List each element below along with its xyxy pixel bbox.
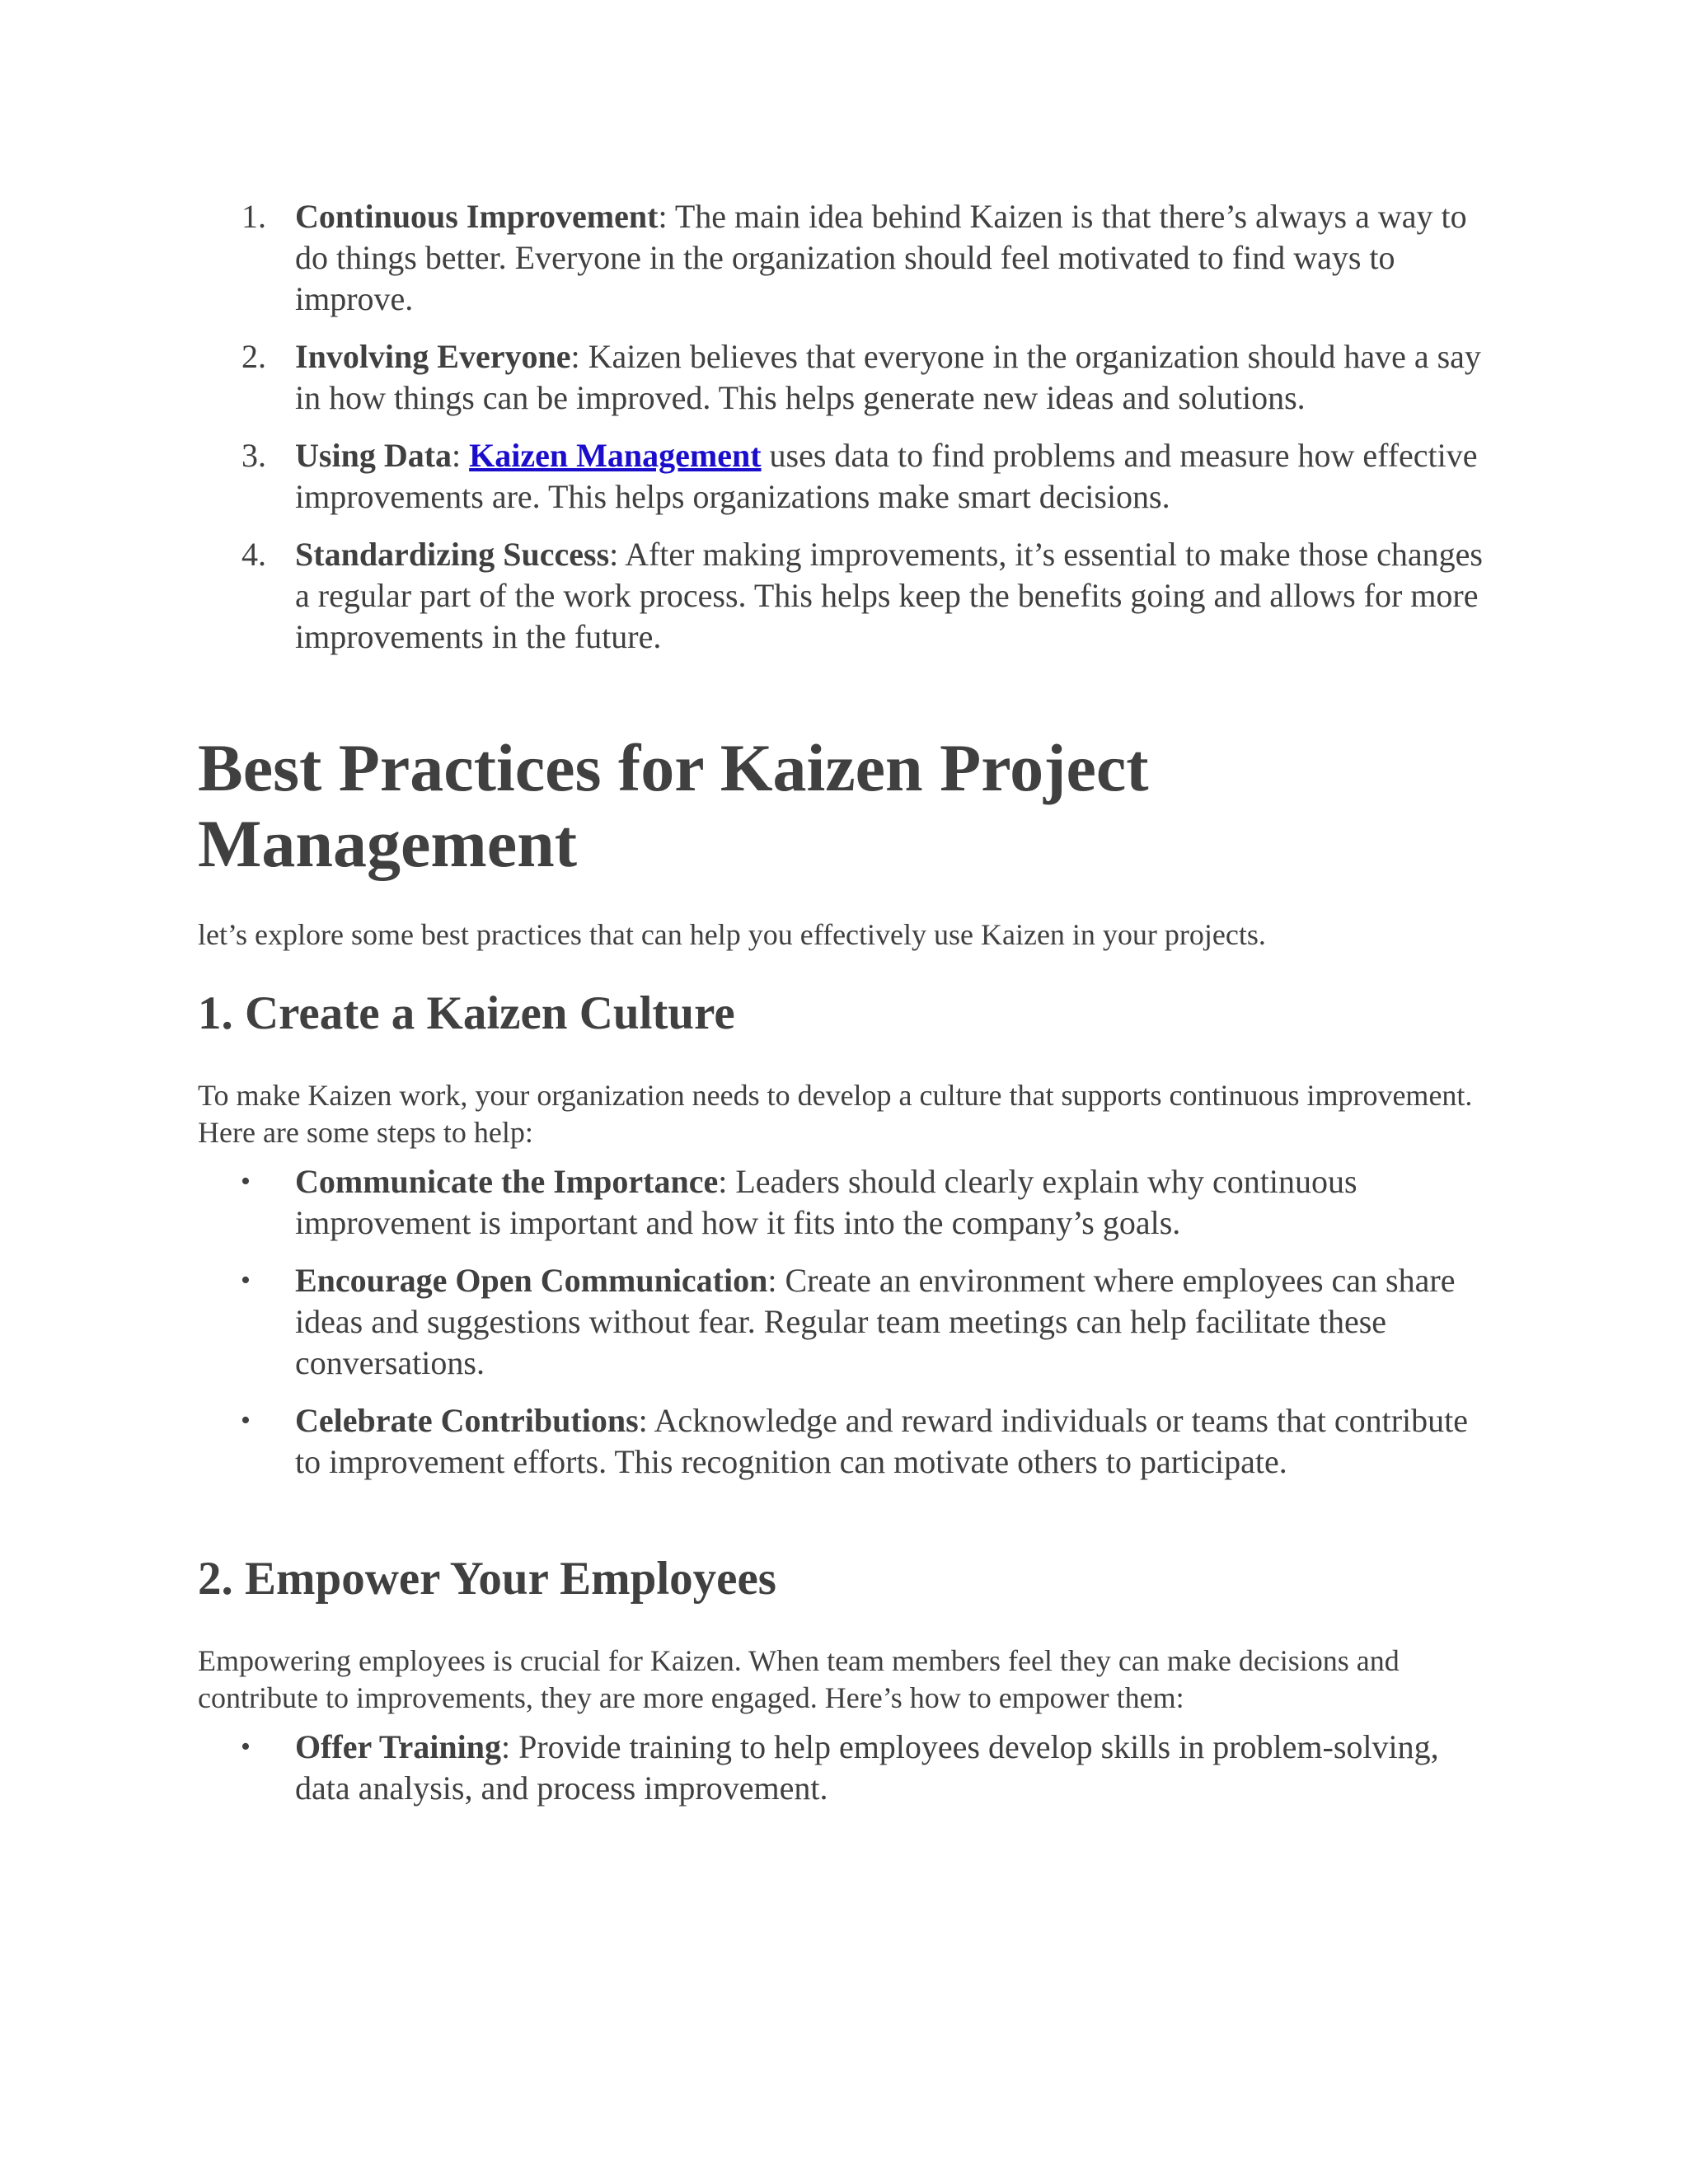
item-text: Kaizen believes that everyone in the organization should have a say in how things can be improved. This helps generate new ideas and solutions. bbox=[295, 338, 1481, 416]
item-term: Celebrate Contributions bbox=[295, 1402, 639, 1439]
item-text: After making improvements, it’s essential to make those changes a regular part of the work process. This helps keep the benefits going and allows for more improvements in the future. bbox=[295, 536, 1483, 655]
item-term: Communicate the Importance bbox=[295, 1163, 719, 1200]
list-item bbox=[198, 435, 1484, 518]
bullet-icon: • bbox=[241, 1265, 251, 1296]
bullet-icon: • bbox=[241, 1166, 251, 1197]
item-text: The main idea behind Kaizen is that there’s always a way to do things better. Everyone in the organization should feel motivated to find ways to improve. bbox=[295, 198, 1467, 317]
list-number: 3. bbox=[241, 437, 266, 474]
best-practices-intro: let’s explore some best practices that can help you effectively use Kaizen in your projects. bbox=[198, 918, 1266, 951]
item-text: : Acknowledge and reward individuals or teams that contribute to improvement efforts. This recognition can motivate others to participate. bbox=[295, 1402, 1469, 1480]
kaizen-principles-list bbox=[198, 196, 1484, 658]
list-number: 4. bbox=[241, 536, 266, 573]
item-term: Offer Training bbox=[295, 1728, 501, 1765]
list-item bbox=[198, 534, 1484, 658]
item-separator: : bbox=[570, 338, 580, 375]
item-term: Involving Everyone bbox=[295, 338, 571, 375]
item-term: Using Data bbox=[295, 437, 452, 474]
bullet-icon: • bbox=[241, 1405, 251, 1436]
list-item bbox=[198, 1260, 1484, 1384]
list-number: 2. bbox=[241, 338, 266, 375]
item-text: : Leaders should clearly explain why continuous improvement is important and how it fits into the company’s goals. bbox=[295, 1163, 1357, 1241]
kaizen-management-link[interactable]: Kaizen Management bbox=[469, 437, 762, 474]
section-1-intro: To make Kaizen work, your organization needs to develop a culture that supports continuous improvement. Here are some steps to help: bbox=[198, 1079, 1473, 1149]
culture-steps-list bbox=[198, 1161, 1484, 1483]
item-text: uses data to find problems and measure how effective improvements are. This helps organizations make smart decisions. bbox=[295, 437, 1478, 515]
list-number: 1. bbox=[241, 198, 266, 235]
section-2-intro: Empowering employees is crucial for Kaizen. When team members feel they can make decisions and contribute to improvements, they are more engaged. Here’s how to empower them: bbox=[198, 1644, 1400, 1714]
section-2-heading: 2. Empower Your Employees bbox=[198, 1553, 776, 1605]
section-1-heading: 1. Create a Kaizen Culture bbox=[198, 987, 735, 1039]
item-separator: : bbox=[609, 536, 619, 573]
item-separator: : bbox=[658, 198, 668, 235]
best-practices-title: Best Practices for Kaizen Project Management bbox=[198, 730, 1149, 881]
bullet-icon: • bbox=[241, 1732, 251, 1762]
list-item bbox=[198, 196, 1484, 320]
item-term: Encourage Open Communication bbox=[295, 1262, 768, 1299]
item-term: Continuous Improvement bbox=[295, 198, 659, 235]
item-text: : Provide training to help employees develop skills in problem-solving, data analysis, and process improvement. bbox=[295, 1728, 1439, 1807]
empower-steps-list bbox=[198, 1727, 1484, 1809]
document-page bbox=[198, 196, 1484, 1825]
list-item bbox=[198, 1727, 1484, 1809]
list-item bbox=[198, 1161, 1484, 1244]
item-separator: : bbox=[452, 437, 470, 474]
item-text: : Create an environment where employees can share ideas and suggestions without fear. Regular team meetings can help facilitate these conversations. bbox=[295, 1262, 1456, 1381]
list-item bbox=[198, 336, 1484, 419]
list-item bbox=[198, 1400, 1484, 1483]
item-term: Standardizing Success bbox=[295, 536, 610, 573]
